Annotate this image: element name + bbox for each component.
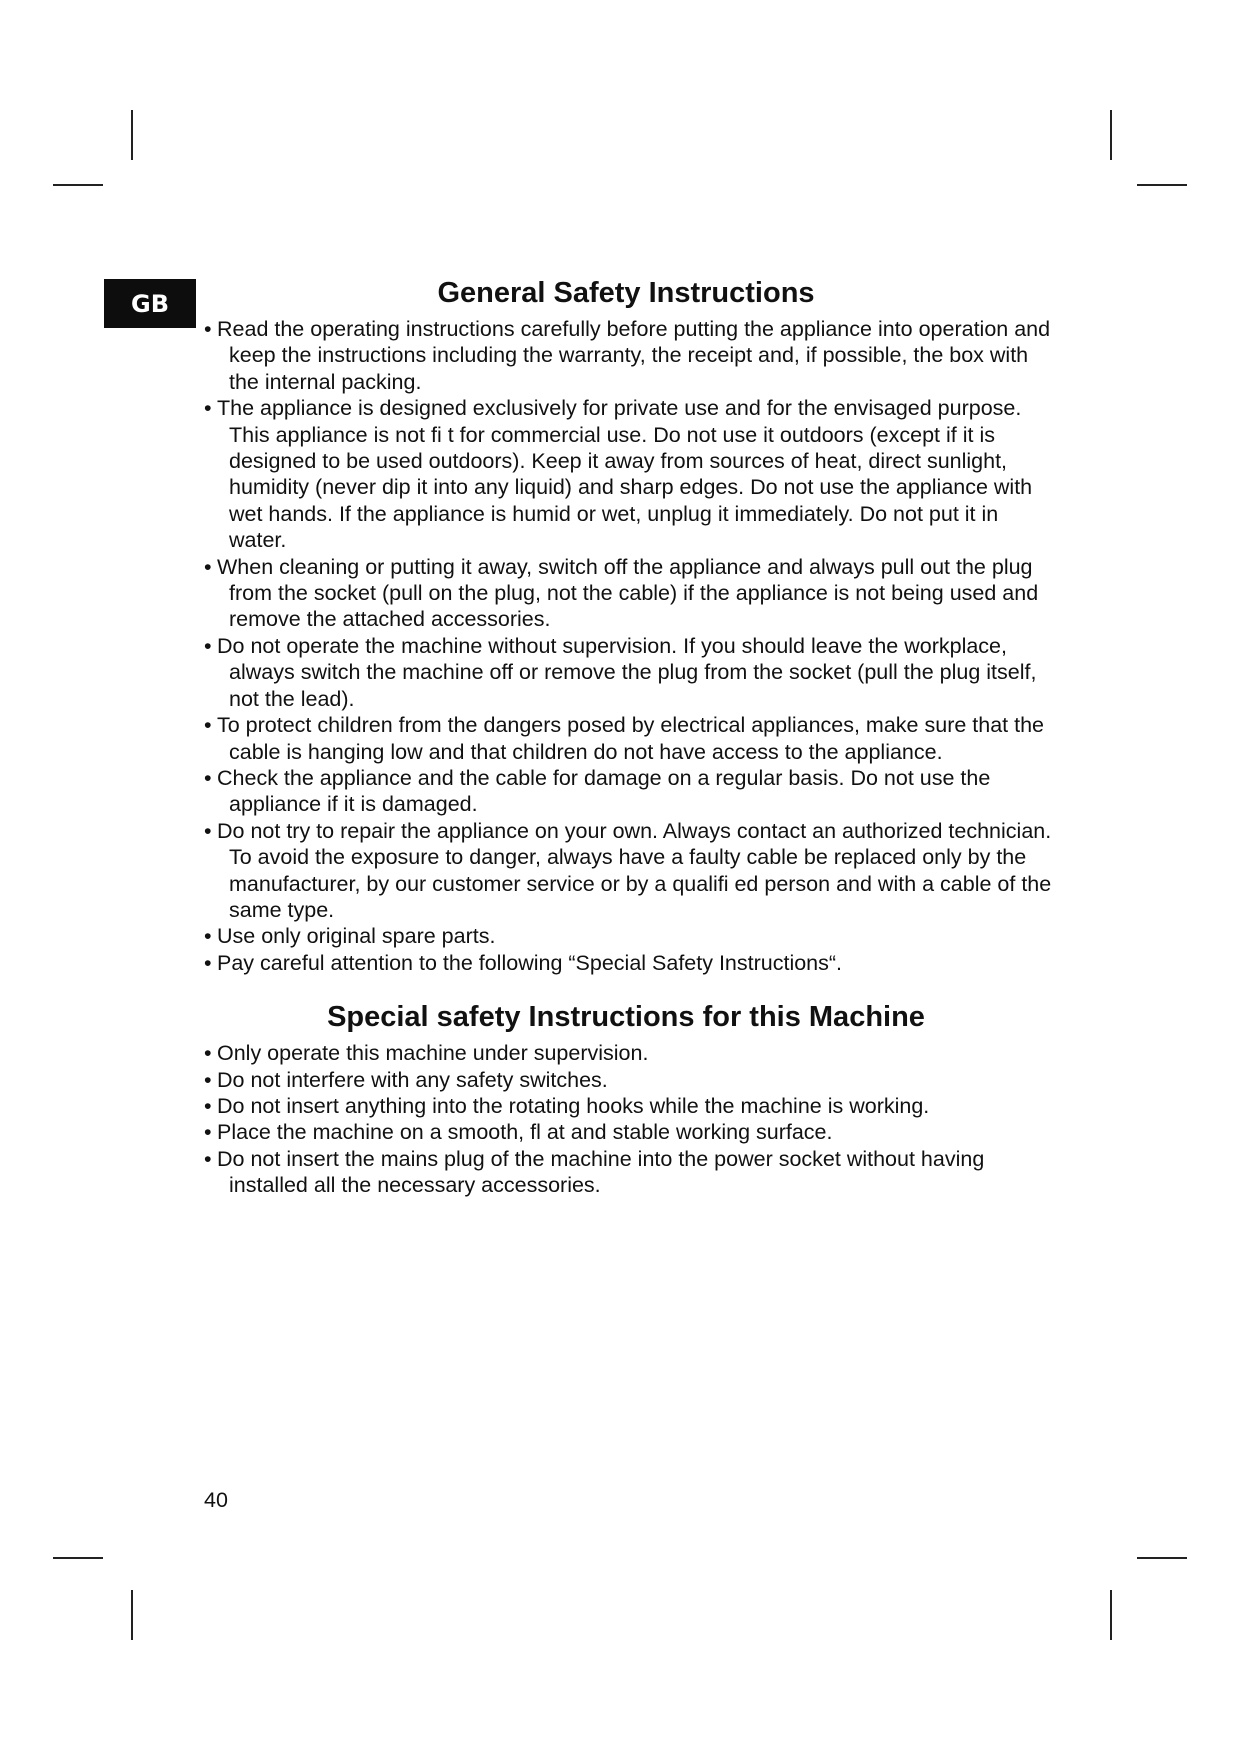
crop-mark-bottom-right-vertical <box>1110 1590 1112 1640</box>
list-item: • Do not interfere with any safety switches. <box>204 1067 1054 1093</box>
crop-mark-bottom-right-horizontal <box>1137 1557 1187 1559</box>
general-safety-list <box>204 316 1054 976</box>
list-item: • Do not insert the mains plug of the machine into the power socket without having installed all the necessary accessories. <box>204 1146 1054 1199</box>
language-tab: GB <box>104 279 196 328</box>
list-item: • Do not insert anything into the rotating hooks while the machine is working. <box>204 1093 1054 1119</box>
list-item: • To protect children from the dangers posed by electrical appliances, make sure that the cable is hanging low and that children do not have access to the appliance. <box>204 712 1054 765</box>
crop-mark-top-right-vertical <box>1110 110 1112 160</box>
general-safety-title: General Safety Instructions <box>437 277 815 309</box>
crop-mark-top-right-horizontal <box>1137 184 1187 186</box>
list-item: • Do not operate the machine without supervision. If you should leave the workplace, always switch the machine off or remove the plug from the socket (pull the plug itself, not the lead). <box>204 633 1054 712</box>
list-item: • Use only original spare parts. <box>204 923 1054 949</box>
special-safety-title: Special safety Instructions for this Machine <box>327 1001 925 1034</box>
page-number: 40 <box>204 1488 228 1512</box>
list-item: • Pay careful attention to the following “Special Safety Instructions“. <box>204 950 1054 976</box>
crop-mark-bottom-left-vertical <box>131 1590 133 1640</box>
list-item: • When cleaning or putting it away, switch off the appliance and always pull out the plug from the socket (pull on the plug, not the cable) if the appliance is not being used and remove the attached accessories. <box>204 554 1054 633</box>
list-item: • Place the machine on a smooth, fl at and stable working surface. <box>204 1119 1054 1145</box>
list-item: • The appliance is designed exclusively for private use and for the envisaged purpose. This appliance is not fi t for commercial use. Do not use it outdoors (except if it is designed to be used outdoors). Keep it away from sources of heat, direct sunlight, humidity (never dip it into any liquid) and sharp edges. Do not use the appliance with wet hands. If the appliance is humid or wet, unplug it immediately. Do not put it in water. <box>204 395 1054 553</box>
crop-mark-top-left-horizontal <box>53 184 103 186</box>
list-item: • Only operate this machine under supervision. <box>204 1040 1054 1066</box>
crop-mark-bottom-left-horizontal <box>53 1557 103 1559</box>
special-safety-list <box>204 1040 1054 1198</box>
list-item: • Check the appliance and the cable for damage on a regular basis. Do not use the appliance if it is damaged. <box>204 765 1054 818</box>
list-item: • Do not try to repair the appliance on your own. Always contact an authorized technician. To avoid the exposure to danger, always have a faulty cable be replaced only by the manufacturer, by our customer service or by a qualifi ed person and with a cable of the same type. <box>204 818 1054 924</box>
page-content <box>204 270 1054 1199</box>
list-item: • Read the operating instructions carefully before putting the appliance into operation and keep the instructions including the warranty, the receipt and, if possible, the box with the internal packing. <box>204 316 1054 395</box>
crop-mark-top-left-vertical <box>131 110 133 160</box>
